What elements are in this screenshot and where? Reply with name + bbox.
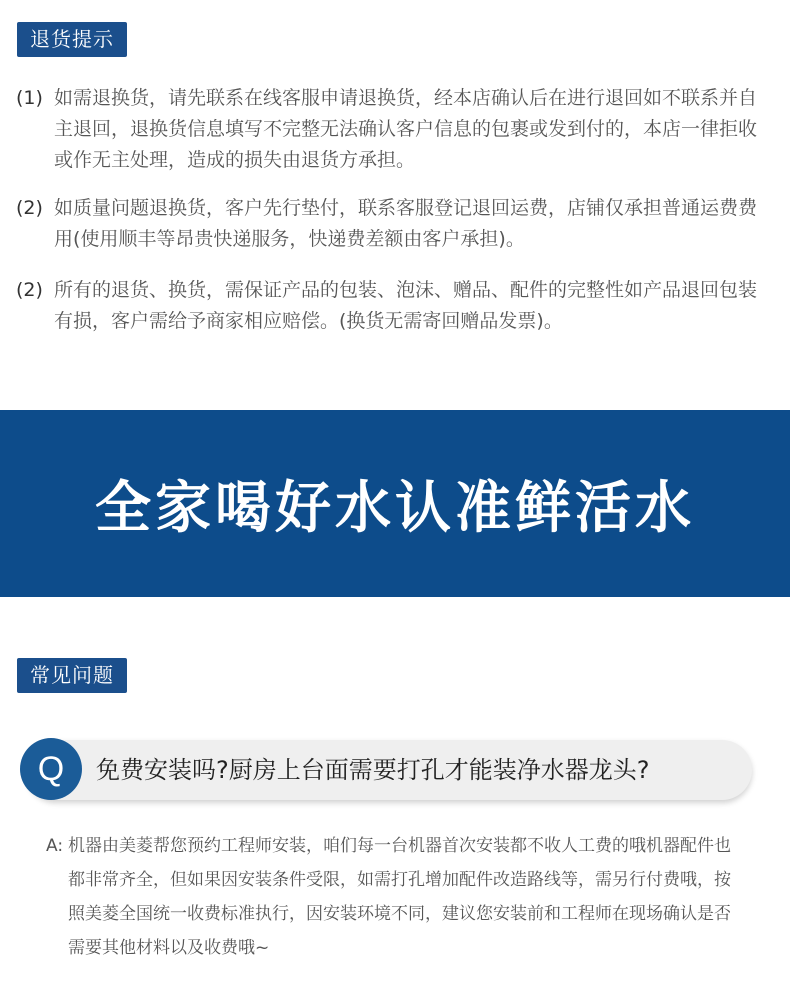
notice-item-text: 如需退换货，请先联系在线客服申请退换货，经本店确认后在进行退回如不联系并自主退回，退换货信息填写不完整无法确认客户信息的包裹或发到付的，本店一律拒收或作无主处理，造成的损失由退货方承担。 — [54, 87, 758, 171]
notice-item-text: 所有的退货、换货，需保证产品的包装、泡沫、赠品、配件的完整性如产品退回包装有损，客户需给予商家相应赔偿。(换货无需寄回赠品发票)。 — [54, 279, 758, 332]
question-badge-icon: Q — [20, 738, 82, 800]
return-notice-item — [16, 83, 761, 176]
notice-item-number: (2) — [16, 279, 43, 301]
return-notice-item — [16, 275, 761, 337]
answer-label: A: — [46, 836, 64, 856]
slogan-text: 全家喝好水认准鲜活水 — [95, 475, 695, 541]
question-text: 免费安装吗?厨房上台面需要打孔才能装净水器龙头? — [96, 756, 650, 784]
faq-heading: 常见问题 — [17, 658, 127, 693]
notice-item-number: (2) — [16, 197, 43, 219]
slogan-banner — [0, 410, 790, 597]
notice-item-number: (1) — [16, 87, 43, 109]
notice-item-text: 如质量问题退换货，客户先行垫付，联系客服登记退回运费，店铺仅承担普通运费费用(使用顺丰等昂贵快递服务，快递费差额由客户承担)。 — [54, 197, 758, 250]
answer-block — [46, 829, 746, 965]
answer-text: 机器由美菱帮您预约工程师安装，咱们每一台机器首次安装都不收人工费的哦机器配件也都非常齐全，但如果因安装条件受限，如需打孔增加配件改造路线等，需另行付费哦，按照美菱全国统一收费标准执行，因安装环境不同，建议您安装前和工程师在现场确认是否需要其他材料以及收费哦~ — [68, 836, 731, 958]
return-notice-heading: 退货提示 — [17, 22, 127, 57]
return-notice-item — [16, 193, 761, 255]
